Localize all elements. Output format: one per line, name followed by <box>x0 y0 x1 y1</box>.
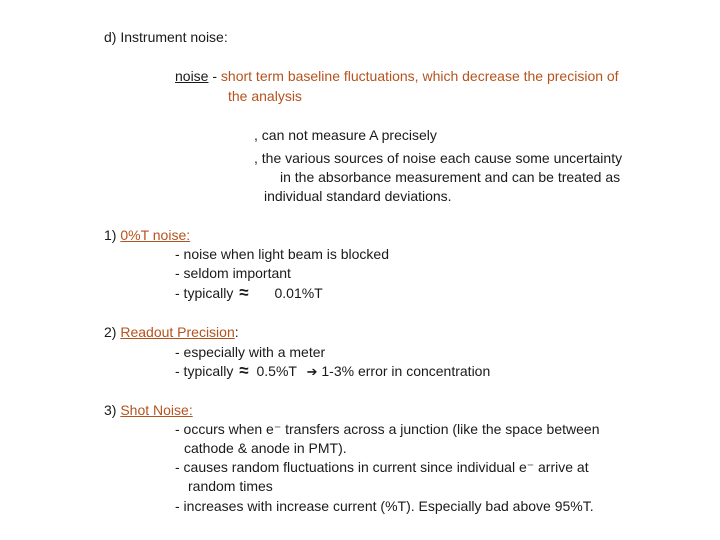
noise-definition-text: short term baseline fluctuations, which decrease the precision of <box>220 68 619 84</box>
item-1-typically: - typically <box>175 285 234 301</box>
bullet-2-line2: in the absorbance measurement and can be treated as <box>280 169 621 185</box>
item-2-heading <box>104 323 239 341</box>
item-3-heading <box>104 401 193 419</box>
item-3-line5: - increases with increase current (%T). Especially bad above 95%T. <box>175 498 594 514</box>
item-2-title: Readout Precision <box>120 324 235 340</box>
bullet-2-line1: , the various sources of noise each cause some uncertainty <box>254 150 623 166</box>
item-2-colon: : <box>234 324 239 340</box>
item-1-line2: - seldom important <box>175 265 291 281</box>
section-d-heading: d) Instrument noise: <box>104 29 228 45</box>
item-3-line2: cathode & anode in PMT). <box>184 440 347 456</box>
item-2-value: 0.5%T <box>256 363 297 379</box>
item-1-line1: - noise when light beam is blocked <box>175 246 390 262</box>
item-2-typically: - typically <box>175 363 234 379</box>
item-1-title: 0%T noise: <box>120 227 191 243</box>
right-arrow-icon: ➔ <box>306 364 318 379</box>
item-2-result: 1-3% error in concentration <box>321 363 491 379</box>
bullet-1: , can not measure A precisely <box>254 127 437 143</box>
item-2-line2 <box>175 362 490 381</box>
approx-symbol-icon: ≈ <box>239 361 249 380</box>
approx-symbol-icon: ≈ <box>239 283 249 302</box>
bullet-2-line3: individual standard deviations. <box>264 188 452 204</box>
noise-dash: - <box>208 68 221 84</box>
noise-term: noise <box>175 68 209 84</box>
item-2-line1: - especially with a meter <box>175 344 326 360</box>
noise-definition-line1 <box>175 67 619 85</box>
item-2-number: 2) <box>104 324 121 340</box>
item-3-line4: random times <box>188 478 273 494</box>
item-3-number: 3) <box>104 402 121 418</box>
item-3-title: Shot Noise: <box>120 402 193 418</box>
noise-definition-line2: the analysis <box>228 88 302 104</box>
item-3-line1: - occurs when e⁻ transfers across a junction (like the space between <box>175 421 600 437</box>
item-3-line3: - causes random fluctuations in current since individual e⁻ arrive at <box>175 459 589 475</box>
item-1-heading <box>104 226 190 244</box>
item-1-line3 <box>175 284 323 302</box>
item-1-number: 1) <box>104 227 121 243</box>
item-1-value: 0.01%T <box>274 285 323 301</box>
